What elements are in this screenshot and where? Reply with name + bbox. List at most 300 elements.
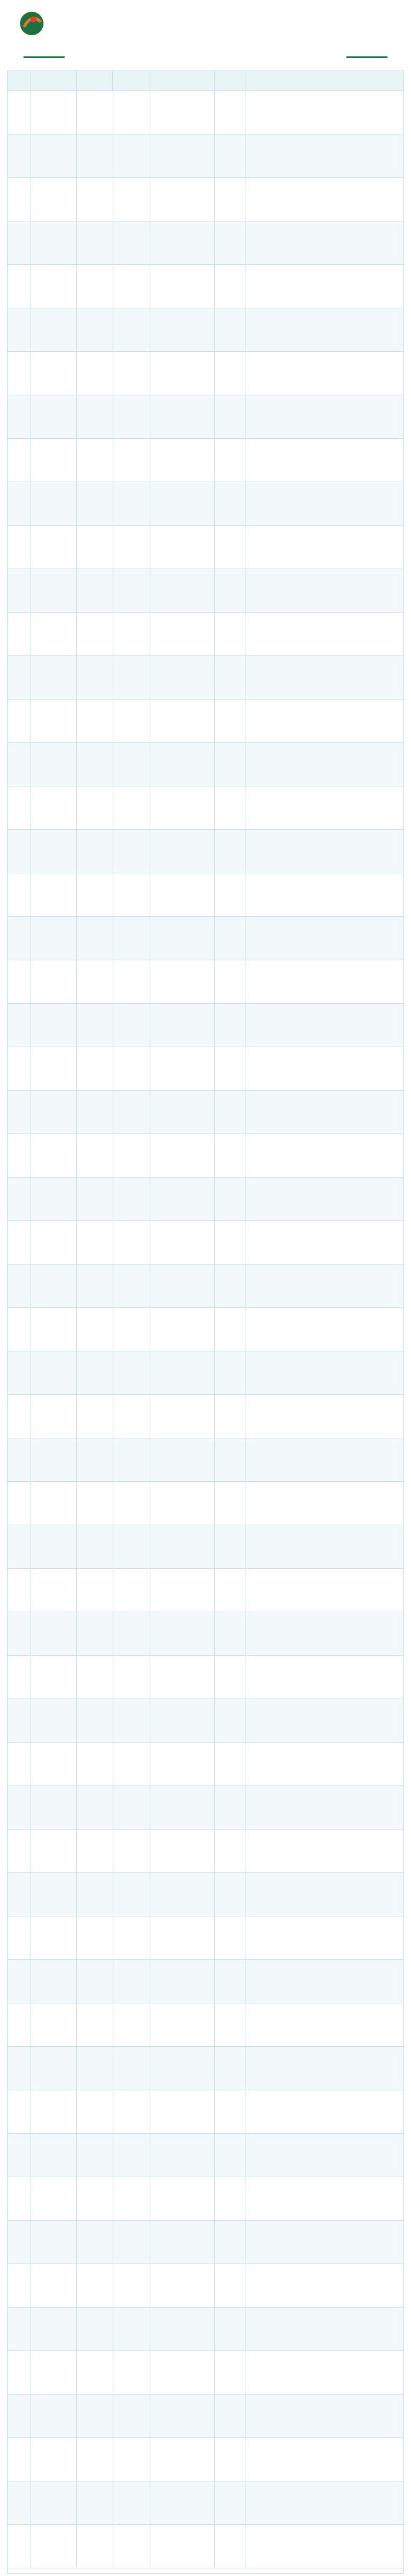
table-cell: [150, 1351, 215, 1394]
table-cell: [113, 2481, 151, 2524]
table-cell: [31, 395, 77, 438]
table-row: [8, 1395, 403, 1438]
table-cell: [8, 700, 31, 742]
table-cell: [215, 2090, 245, 2133]
table-cell: [31, 1395, 77, 1438]
table-cell: [150, 2047, 215, 2090]
table-cell: [77, 2134, 113, 2177]
table-cell: [31, 1786, 77, 1829]
table-cell: [245, 1395, 403, 1438]
table-cell: [215, 1743, 245, 1785]
table-cell: [215, 1699, 245, 1742]
table-cell: [31, 1265, 77, 1307]
table-cell: [77, 2395, 113, 2437]
table-cell: [113, 1438, 151, 1481]
table-cell: [245, 2090, 403, 2133]
table-cell: [31, 178, 77, 221]
table-cell: [8, 134, 31, 177]
table-row: [8, 2438, 403, 2481]
table-cell: [150, 743, 215, 786]
table-cell: [31, 2177, 77, 2220]
table-cell: [8, 2481, 31, 2524]
table-cell: [245, 1221, 403, 1264]
organization-logo: [14, 8, 85, 39]
table-cell: [8, 1916, 31, 1959]
table-cell: [245, 569, 403, 612]
table-cell: [31, 1438, 77, 1481]
table-row: [8, 1525, 403, 1569]
table-row: [8, 873, 403, 917]
table-header-cell: [150, 71, 215, 90]
table-cell: [31, 1699, 77, 1742]
table-row: [8, 1134, 403, 1178]
table-cell: [150, 700, 215, 742]
table-cell: [113, 2438, 151, 2481]
table-cell: [150, 1178, 215, 1220]
table-cell: [245, 1612, 403, 1655]
table-cell: [8, 2047, 31, 2090]
table-cell: [150, 1265, 215, 1307]
table-cell: [215, 2134, 245, 2177]
table-cell: [77, 1395, 113, 1438]
table-row: [8, 613, 403, 656]
table-cell: [150, 786, 215, 829]
table-cell: [31, 2264, 77, 2307]
table-row: [8, 960, 403, 1004]
table-cell: [150, 221, 215, 264]
table-cell: [8, 1873, 31, 1916]
table-cell: [245, 395, 403, 438]
table-cell: [245, 1525, 403, 1568]
table-cell: [113, 2525, 151, 2568]
table-cell: [245, 1091, 403, 1134]
table-cell: [215, 700, 245, 742]
table-row: [8, 830, 403, 873]
table-cell: [245, 1351, 403, 1394]
table-cell: [150, 1091, 215, 1134]
table-row: [8, 308, 403, 352]
table-cell: [113, 482, 151, 525]
table-cell: [215, 873, 245, 916]
table-cell: [113, 1569, 151, 1612]
table-row: [8, 2003, 403, 2047]
table-cell: [245, 1482, 403, 1525]
table-cell: [77, 2090, 113, 2133]
table-row: [8, 1308, 403, 1351]
table-cell: [8, 439, 31, 482]
table-header-cell: [77, 71, 113, 90]
table-row: [8, 1830, 403, 1873]
table-cell: [150, 917, 215, 960]
page-header: [0, 0, 411, 70]
table-cell: [215, 482, 245, 525]
table-cell: [245, 2177, 403, 2220]
table-cell: [77, 439, 113, 482]
table-cell: [245, 178, 403, 221]
table-cell: [245, 2351, 403, 2394]
table-cell: [113, 656, 151, 699]
table-cell: [113, 1525, 151, 1568]
table-cell: [113, 830, 151, 873]
table-cell: [215, 2525, 245, 2568]
table-row: [8, 1047, 403, 1091]
table-cell: [215, 743, 245, 786]
table-cell: [31, 2134, 77, 2177]
table-cell: [31, 830, 77, 873]
table-cell: [150, 1221, 215, 1264]
table-row: [8, 2047, 403, 2090]
table-cell: [77, 1569, 113, 1612]
table-cell: [77, 352, 113, 395]
table-cell: [150, 1134, 215, 1177]
table-cell: [245, 613, 403, 655]
table-row: [8, 2177, 403, 2221]
table-cell: [77, 1699, 113, 1742]
table-cell: [150, 2438, 215, 2481]
table-cell: [150, 830, 215, 873]
table-row: [8, 1960, 403, 2003]
table-cell: [215, 1438, 245, 1481]
table-cell: [113, 91, 151, 134]
table-row: [8, 786, 403, 830]
table-cell: [77, 2177, 113, 2220]
table-cell: [31, 2395, 77, 2437]
table-cell: [215, 830, 245, 873]
table-cell: [215, 1134, 245, 1177]
table-cell: [8, 221, 31, 264]
table-cell: [113, 1873, 151, 1916]
table-cell: [31, 2438, 77, 2481]
table-cell: [215, 2395, 245, 2437]
table-row: [8, 2090, 403, 2134]
table-cell: [245, 134, 403, 177]
table-cell: [31, 1134, 77, 1177]
table-cell: [77, 1351, 113, 1394]
table-cell: [245, 1656, 403, 1699]
table-cell: [150, 2264, 215, 2307]
table-cell: [215, 2221, 245, 2264]
table-row: [8, 221, 403, 265]
table-cell: [215, 1656, 245, 1699]
table-cell: [113, 526, 151, 569]
table-cell: [31, 1916, 77, 1959]
table-cell: [150, 656, 215, 699]
table-row: [8, 178, 403, 221]
table-cell: [31, 2221, 77, 2264]
table-cell: [150, 1525, 215, 1568]
table-cell: [150, 1482, 215, 1525]
table-cell: [8, 960, 31, 1003]
table-cell: [8, 2177, 31, 2220]
table-cell: [113, 613, 151, 655]
table-cell: [245, 1916, 403, 1959]
table-cell: [215, 134, 245, 177]
table-cell: [8, 2090, 31, 2133]
table-cell: [150, 2177, 215, 2220]
table-cell: [113, 1091, 151, 1134]
table-cell: [8, 2134, 31, 2177]
table-cell: [8, 352, 31, 395]
table-cell: [113, 2134, 151, 2177]
table-cell: [150, 1786, 215, 1829]
table-cell: [113, 743, 151, 786]
table-cell: [150, 1656, 215, 1699]
table-cell: [77, 1308, 113, 1351]
table-cell: [215, 1525, 245, 1568]
table-cell: [77, 2003, 113, 2046]
table-row: [8, 1351, 403, 1395]
table-row: [8, 1743, 403, 1786]
table-cell: [245, 656, 403, 699]
table-cell: [77, 1743, 113, 1785]
table-cell: [215, 1786, 245, 1829]
table-cell: [77, 743, 113, 786]
table-cell: [150, 1395, 215, 1438]
table-cell: [8, 569, 31, 612]
table-cell: [31, 439, 77, 482]
table-cell: [113, 2177, 151, 2220]
table-cell: [215, 613, 245, 655]
table-row: [8, 1786, 403, 1830]
table-cell: [245, 1265, 403, 1307]
table-cell: [8, 2308, 31, 2350]
table-row: [8, 134, 403, 178]
table-cell: [31, 1830, 77, 1872]
table-header-cell: [245, 71, 403, 90]
table-row: [8, 352, 403, 395]
table-cell: [113, 2308, 151, 2350]
table-cell: [77, 830, 113, 873]
table-cell: [215, 395, 245, 438]
table-cell: [245, 1047, 403, 1090]
table-cell: [215, 2438, 245, 2481]
table-cell: [77, 395, 113, 438]
table-cell: [215, 2308, 245, 2350]
table-cell: [245, 1743, 403, 1785]
table-cell: [8, 91, 31, 134]
table-cell: [245, 743, 403, 786]
table-cell: [245, 830, 403, 873]
table-cell: [8, 830, 31, 873]
table-cell: [77, 1786, 113, 1829]
table-cell: [113, 2264, 151, 2307]
table-cell: [77, 1612, 113, 1655]
table-cell: [245, 917, 403, 960]
table-row: [8, 1656, 403, 1699]
table-cell: [150, 873, 215, 916]
table-cell: [31, 1351, 77, 1394]
table-row: [8, 1178, 403, 1221]
table-cell: [150, 1699, 215, 1742]
table-row: [8, 1221, 403, 1265]
table-cell: [31, 1960, 77, 2003]
table-cell: [245, 2003, 403, 2046]
table-cell: [31, 482, 77, 525]
table-cell: [8, 1786, 31, 1829]
title-divider-left: [23, 56, 65, 58]
table-cell: [8, 917, 31, 960]
table-cell: [31, 1004, 77, 1047]
table-cell: [8, 656, 31, 699]
table-row: [8, 1438, 403, 1482]
table-row: [8, 569, 403, 613]
table-row: [8, 439, 403, 482]
table-cell: [77, 1960, 113, 2003]
table-cell: [113, 700, 151, 742]
table-cell: [215, 569, 245, 612]
table-cell: [77, 700, 113, 742]
table-cell: [31, 700, 77, 742]
table-cell: [113, 352, 151, 395]
table-cell: [31, 2351, 77, 2394]
table-cell: [31, 1656, 77, 1699]
table-cell: [31, 2525, 77, 2568]
table-cell: [113, 786, 151, 829]
table-cell: [31, 526, 77, 569]
table-cell: [8, 613, 31, 655]
table-cell: [77, 134, 113, 177]
table-cell: [8, 1265, 31, 1307]
table-cell: [8, 743, 31, 786]
table-cell: [215, 1569, 245, 1612]
table-cell: [150, 1569, 215, 1612]
table-cell: [77, 2308, 113, 2350]
table-cell: [113, 960, 151, 1003]
table-cell: [113, 1482, 151, 1525]
table-header-cell: [8, 71, 31, 90]
table-cell: [245, 2221, 403, 2264]
table-cell: [31, 91, 77, 134]
table-cell: [77, 308, 113, 351]
table-cell: [215, 1047, 245, 1090]
table-cell: [8, 1351, 31, 1394]
table-cell: [31, 1743, 77, 1785]
table-cell: [113, 1786, 151, 1829]
table-cell: [8, 1482, 31, 1525]
table-cell: [113, 2395, 151, 2437]
table-cell: [215, 786, 245, 829]
table-cell: [8, 482, 31, 525]
table-row: [8, 265, 403, 308]
table-cell: [150, 1743, 215, 1785]
table-cell: [215, 1482, 245, 1525]
table-cell: [8, 873, 31, 916]
table-cell: [245, 2481, 403, 2524]
table-cell: [113, 2221, 151, 2264]
table-cell: [215, 960, 245, 1003]
table-row: [8, 917, 403, 960]
table-cell: [77, 1004, 113, 1047]
table-cell: [113, 1004, 151, 1047]
table-cell: [150, 2308, 215, 2350]
table-cell: [215, 352, 245, 395]
table-cell: [77, 1482, 113, 1525]
table-cell: [150, 2134, 215, 2177]
table-cell: [31, 917, 77, 960]
table-cell: [215, 1395, 245, 1438]
table-cell: [77, 960, 113, 1003]
table-cell: [8, 1308, 31, 1351]
table-cell: [77, 91, 113, 134]
table-cell: [113, 873, 151, 916]
table-cell: [8, 395, 31, 438]
table-cell: [113, 1395, 151, 1438]
table-cell: [215, 1004, 245, 1047]
table-cell: [31, 134, 77, 177]
table-cell: [215, 1178, 245, 1220]
table-cell: [150, 1308, 215, 1351]
table-cell: [245, 1873, 403, 1916]
table-row: [8, 1612, 403, 1656]
table-cell: [8, 1047, 31, 1090]
table-cell: [245, 1699, 403, 1742]
table-cell: [8, 265, 31, 308]
table-cell: [77, 1265, 113, 1307]
training-schedule-table: [7, 70, 404, 2574]
table-cell: [31, 352, 77, 395]
table-cell: [8, 526, 31, 569]
table-cell: [215, 526, 245, 569]
table-cell: [215, 265, 245, 308]
table-cell: [245, 2134, 403, 2177]
table-cell: [150, 1830, 215, 1872]
table-cell: [77, 526, 113, 569]
table-cell: [150, 134, 215, 177]
table-cell: [31, 1525, 77, 1568]
table-cell: [31, 1178, 77, 1220]
table-cell: [8, 1004, 31, 1047]
table-cell: [113, 1221, 151, 1264]
table-header-cell: [215, 71, 245, 90]
table-cell: [31, 2003, 77, 2046]
table-cell: [8, 1960, 31, 2003]
table-cell: [31, 2481, 77, 2524]
table-cell: [31, 2308, 77, 2350]
table-cell: [150, 308, 215, 351]
table-cell: [215, 1916, 245, 1959]
table-cell: [31, 960, 77, 1003]
table-cell: [215, 656, 245, 699]
table-cell: [77, 569, 113, 612]
table-cell: [113, 2047, 151, 2090]
table-cell: [113, 178, 151, 221]
table-cell: [245, 439, 403, 482]
table-row: [8, 2308, 403, 2351]
table-cell: [245, 873, 403, 916]
table-cell: [113, 221, 151, 264]
table-cell: [150, 2351, 215, 2394]
table-row: [8, 2525, 403, 2568]
table-row: [8, 743, 403, 786]
table-cell: [245, 1134, 403, 1177]
table-row: [8, 2264, 403, 2308]
table-cell: [245, 700, 403, 742]
table-cell: [150, 352, 215, 395]
table-cell: [77, 917, 113, 960]
table-cell: [150, 178, 215, 221]
table-cell: [215, 1265, 245, 1307]
table-cell: [245, 1830, 403, 1872]
table-cell: [113, 134, 151, 177]
table-header-row: [8, 71, 403, 91]
table-cell: [245, 2264, 403, 2307]
table-cell: [8, 308, 31, 351]
table-cell: [113, 2003, 151, 2046]
table-cell: [150, 526, 215, 569]
table-cell: [31, 656, 77, 699]
table-cell: [113, 1830, 151, 1872]
table-cell: [77, 221, 113, 264]
